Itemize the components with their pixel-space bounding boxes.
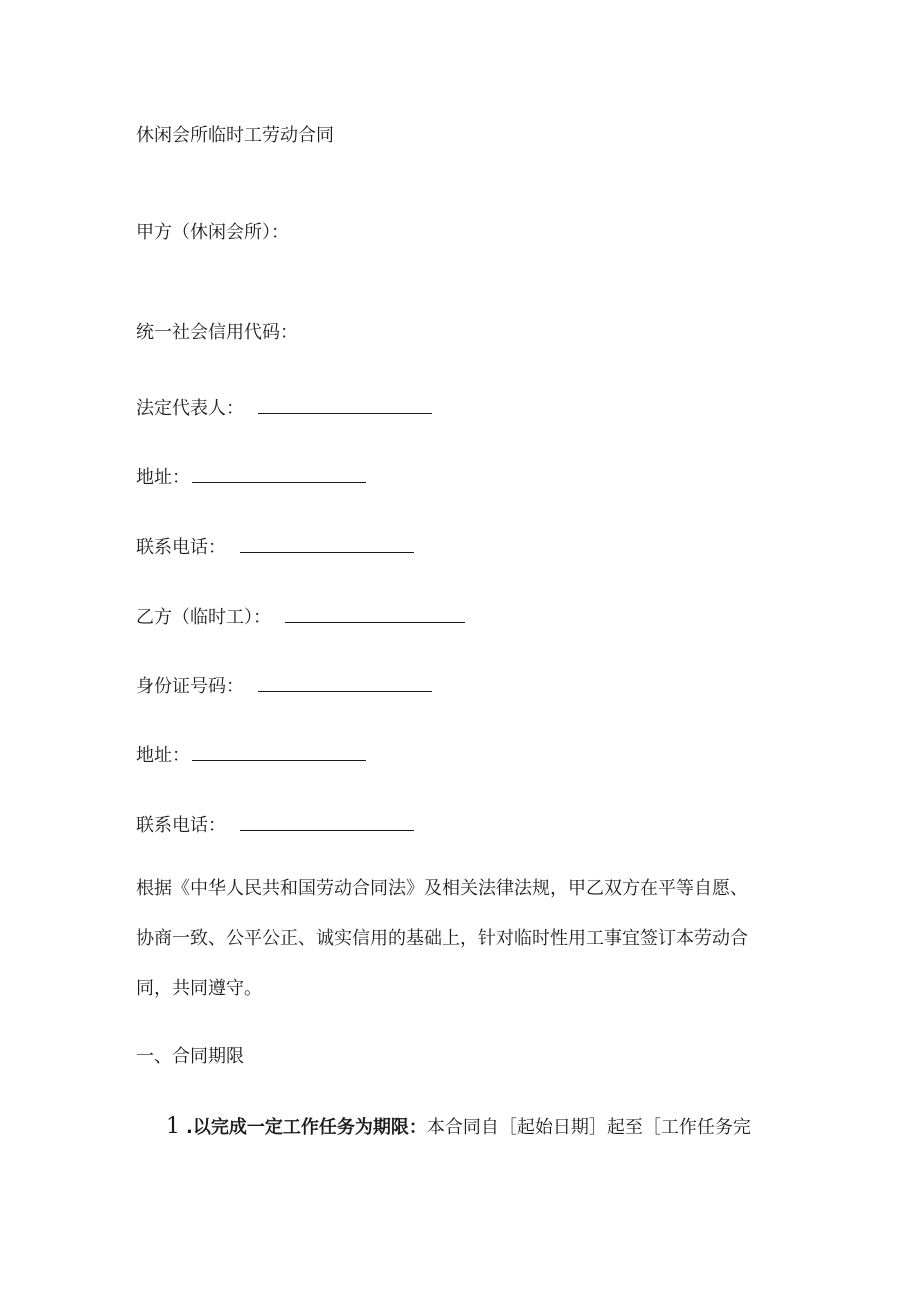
item-1-number: 1 bbox=[166, 1114, 180, 1139]
legal-rep-blank bbox=[258, 395, 432, 414]
party-b-phone-blank bbox=[240, 812, 414, 831]
party-b-address-label: 地址： bbox=[136, 745, 190, 766]
party-b-row bbox=[136, 604, 465, 630]
party-a-phone-row bbox=[136, 534, 414, 560]
party-a-address-label: 地址： bbox=[136, 467, 190, 488]
item-1 bbox=[166, 1115, 751, 1140]
party-b-label: 乙方（临时工）： bbox=[136, 607, 271, 628]
party-a-phone-label: 联系电话： bbox=[136, 537, 226, 558]
document-title: 休闲会所临时工劳动合同 bbox=[136, 125, 334, 146]
party-a-label: 甲方（休闲会所）： bbox=[136, 222, 289, 243]
credit-code-label: 统一社会信用代码： bbox=[136, 322, 298, 343]
party-a-phone-blank bbox=[240, 534, 414, 553]
party-a-address-blank bbox=[192, 464, 366, 483]
section-1-heading: 一、合同期限 bbox=[136, 1046, 244, 1067]
intro-line-2: 协商一致、公平公正、诚实信用的基础上，针对临时性用工事宜签订本劳动合 bbox=[136, 928, 748, 949]
item-1-text: 本合同自［起始日期］起至［工作任务完 bbox=[426, 1117, 751, 1138]
party-b-id-blank bbox=[258, 673, 432, 692]
party-b-blank bbox=[285, 604, 465, 623]
party-b-phone-label: 联系电话： bbox=[136, 815, 226, 836]
intro-line-3: 同，共同遵守。 bbox=[136, 978, 262, 999]
intro-line-1: 根据《中华人民共和国劳动合同法》及相关法律法规，甲乙双方在平等自愿、 bbox=[136, 878, 748, 899]
party-b-id-label: 身份证号码： bbox=[136, 676, 244, 697]
party-a-address-row bbox=[136, 464, 366, 490]
party-b-address-row bbox=[136, 742, 366, 768]
party-b-id-row bbox=[136, 673, 432, 699]
party-b-address-blank bbox=[192, 742, 366, 761]
party-b-phone-row bbox=[136, 812, 414, 838]
legal-rep-label: 法定代表人： bbox=[136, 398, 244, 419]
item-1-bold-text: .以完成一定工作任务为期限： bbox=[186, 1117, 427, 1138]
legal-rep-row bbox=[136, 395, 432, 421]
